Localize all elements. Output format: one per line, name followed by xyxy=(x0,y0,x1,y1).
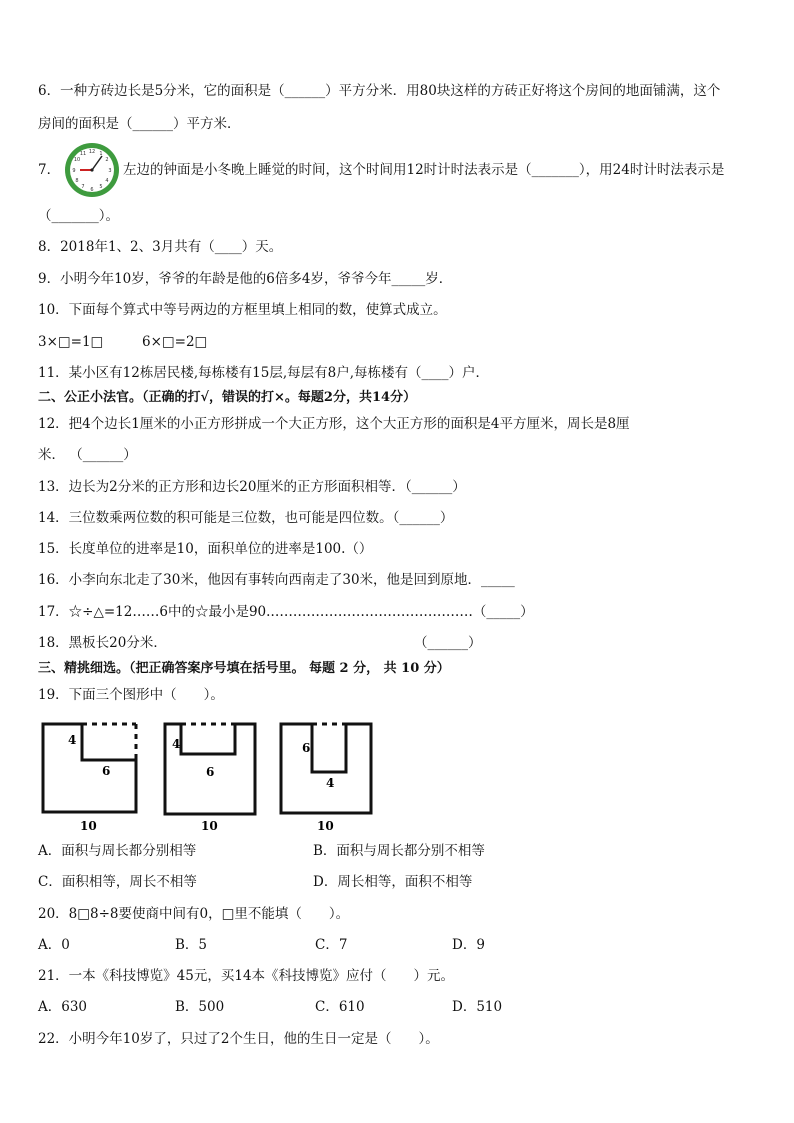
question-17: 17．☆÷△=12……6中的☆最小是90.………………………………………（_____） xyxy=(38,604,534,620)
question-21-option-b[interactable]: B．500 xyxy=(175,999,225,1015)
question-21-option-a[interactable]: A．630 xyxy=(38,999,88,1015)
question-19-option-c[interactable]: C．面积相等，周长不相等 xyxy=(38,874,197,890)
question-19-figures xyxy=(40,717,390,837)
question-21-option-c[interactable]: C．610 xyxy=(315,999,365,1015)
svg-text:7: 7 xyxy=(81,184,85,190)
question-13: 13．边长为2分米的正方形和边长20厘米的正方形面积相等．（______） xyxy=(38,479,466,495)
question-10: 10．下面每个算式中等号两边的方框里填上相同的数，使算式成立。 xyxy=(38,302,447,318)
svg-text:1: 1 xyxy=(99,151,103,157)
question-16: 16．小李向东北走了30米，他因有事转向西南走了30米，他是回到原地．_____ xyxy=(38,572,515,588)
question-19-option-a[interactable]: A．面积与周长都分别相等 xyxy=(38,843,197,859)
question-20-option-c[interactable]: C．7 xyxy=(315,937,348,953)
question-20-option-b[interactable]: B．5 xyxy=(175,937,208,953)
question-7-line2: （_______）。 xyxy=(38,208,119,224)
svg-text:3: 3 xyxy=(108,168,112,174)
section-3-heading: 三、精挑细选。（把正确答案序号填在括号里。 每题 2 分， 共 10 分） xyxy=(38,661,450,676)
figure-1-left-label: 4 xyxy=(68,733,77,747)
question-20: 20．8□8÷8要使商中间有0，□里不能填（ ）。 xyxy=(38,906,350,922)
question-12-line2: 米． （______） xyxy=(38,447,137,463)
question-12-line1: 12．把4个边长1厘米的小正方形拼成一个大正方形，这个大正方形的面积是4平方厘米，周长是8厘 xyxy=(38,416,630,432)
question-19-option-b[interactable]: B．面积与周长都分别不相等 xyxy=(313,843,485,859)
question-21-option-d[interactable]: D．510 xyxy=(452,999,503,1015)
figure-2-bottom-label: 10 xyxy=(201,819,218,833)
svg-text:8: 8 xyxy=(75,178,79,184)
svg-text:11: 11 xyxy=(79,151,87,157)
question-14: 14．三位数乘两位数的积可能是三位数，也可能是四位数。（______） xyxy=(38,510,454,526)
question-7-line1: 左边的钟面是小冬晚上睡觉的时间，这个时间用12时计时法表示是（_______），用24时计时法表示是 xyxy=(123,162,725,178)
question-10-equation-2: 6×□=2□ xyxy=(142,334,208,350)
figure-3-bottom-label: 10 xyxy=(317,819,334,833)
svg-text:5: 5 xyxy=(99,184,103,190)
question-20-option-a[interactable]: A．0 xyxy=(38,937,70,953)
figure-3-left-label: 6 xyxy=(302,741,311,755)
question-18: 18．黑板长20分米． xyxy=(38,635,167,651)
question-21: 21．一本《科技博览》45元，买14本《科技博览》应付（ ）元。 xyxy=(38,968,455,984)
question-9: 9．小明今年10岁，爷爷的年龄是他的6倍多4岁，爷爷今年_____岁． xyxy=(38,271,453,287)
question-10-equation-1: 3×□=1□ xyxy=(38,334,104,350)
figure-2-left-label: 4 xyxy=(172,737,181,751)
figure-3 xyxy=(281,724,371,833)
question-15: 15．长度单位的进率是10，面积单位的进率是100.（） xyxy=(38,541,373,557)
svg-text:4: 4 xyxy=(105,178,109,184)
figure-2 xyxy=(165,724,255,833)
question-6-line1: 6．一种方砖边长是5分米，它的面积是（______）平方分米．用80块这样的方砖正好将这个房间的地面铺满，这个 xyxy=(38,83,721,99)
svg-text:6: 6 xyxy=(90,187,94,193)
figure-3-inner-label: 4 xyxy=(326,776,335,790)
svg-text:2: 2 xyxy=(105,157,109,163)
question-6-line2: 房间的面积是（______）平方米． xyxy=(38,116,241,132)
section-2-heading: 二、公正小法官。（正确的打√，错误的打×。每题2分，共14分） xyxy=(38,390,417,405)
figure-1-bottom-label: 10 xyxy=(80,819,97,833)
question-18-answer-blank: （______） xyxy=(414,635,482,651)
svg-text:10: 10 xyxy=(73,157,81,163)
question-20-option-d[interactable]: D．9 xyxy=(452,937,485,953)
clock-face-icon xyxy=(62,141,122,199)
figure-1 xyxy=(43,724,136,833)
question-8: 8．2018年1、2、3月共有（____）天。 xyxy=(38,239,283,255)
svg-text:12: 12 xyxy=(88,149,96,155)
figure-1-inner-label: 6 xyxy=(102,764,111,778)
question-11: 11．某小区有12栋居民楼,每栋楼有15层,每层有8户,每栋楼有（____）户． xyxy=(38,365,489,381)
question-19-option-d[interactable]: D．周长相等，面积不相等 xyxy=(313,874,473,890)
question-7-number: 7． xyxy=(38,162,61,178)
question-22: 22．小明今年10岁了，只过了2个生日，他的生日一定是（ ）。 xyxy=(38,1031,439,1047)
svg-text:9: 9 xyxy=(72,168,76,174)
question-19: 19．下面三个图形中（ ）。 xyxy=(38,687,224,703)
figure-2-inner-label: 6 xyxy=(206,765,215,779)
